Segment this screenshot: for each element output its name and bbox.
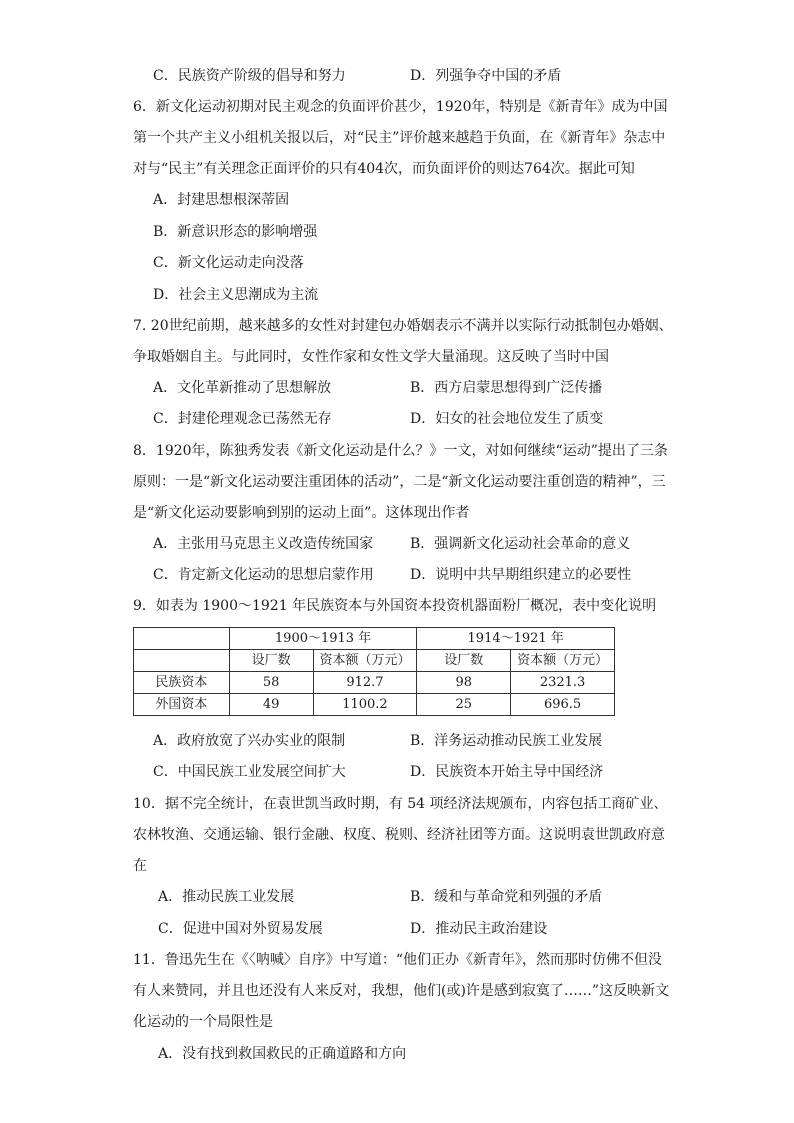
q7-option-c: C．封建伦理观念已荡然无存 [153,411,332,427]
table-subheader-row [134,650,615,672]
q7-option-a: A．文化革新推动了思想解放 [153,380,332,396]
q6-option-b: B．新意识形态的影响增强 [153,224,318,240]
q6-option-c: C．新文化运动走向没落 [153,255,304,271]
investment-table [133,627,615,716]
table-cell: 696.5 [511,694,615,716]
q10-option-b: B．缓和与革命党和列强的矛盾 [410,889,603,905]
q6-option-a: A．封建思想根深蒂固 [153,192,290,208]
table-corner-cell [134,650,230,672]
q6-stem-line: 对与“民主”有关理念正面评价的只有404次，而负面评价的则达764次。据此可知 [133,161,635,177]
q8-option-b: B．强调新文化运动社会革命的意义 [410,536,631,552]
q7-option-b: B．西方启蒙思想得到广泛传播 [410,380,603,396]
q8-option-c: C．肯定新文化运动的思想启蒙作用 [153,567,374,583]
table-column-header: 资本额（万元） [511,650,615,672]
table-cell: 49 [229,694,313,716]
table-cell: 25 [417,694,511,716]
q10-stem-line: 在 [133,858,147,874]
table-row [134,694,615,716]
table-period-header: 1900～1913 年 [229,628,417,650]
q6-option-d: D．社会主义思潮成为主流 [153,287,319,303]
table-header-row [134,628,615,650]
q10-option-c: C．促进中国对外贸易发展 [158,921,323,937]
table-period-header: 1914～1921 年 [417,628,615,650]
q8-stem-line: 原则：一是“新文化运动要注重团体的活动”，二是“新文化运动要注重创造的精神”，三 [133,474,666,490]
q11-stem-line: 11．鲁迅先生在《〈呐喊〉自序》中写道：“他们正办《新青年》，然而那时仿佛不但没 [133,952,662,968]
table-column-header: 设厂数 [417,650,511,672]
table-cell: 2321.3 [511,672,615,694]
q7-stem-line: 7. 20世纪前期，越来越多的女性对封建包办婚姻表示不满并以实际行动抵制包办婚姻、 [133,318,673,334]
table-column-header: 设厂数 [229,650,313,672]
q11-stem-line: 化运动的一个局限性是 [133,1014,273,1030]
q5-option-c: C．民族资产阶级的倡导和努力 [153,68,346,84]
q10-stem-line: 农林牧渔、交通运输、银行金融、权度、税则、经济社团等方面。这说明袁世凯政府意 [133,827,665,843]
table-column-header: 资本额（万元） [313,650,417,672]
table-cell: 98 [417,672,511,694]
q7-stem-line: 争取婚姻自主。与此同时，女性作家和女性文学大量涌现。这反映了当时中国 [133,349,609,365]
table-cell: 58 [229,672,313,694]
table-corner-cell [134,628,230,650]
q9-option-d: D．民族资本开始主导中国经济 [410,764,604,780]
q5-option-d: D．列强争夺中国的矛盾 [410,68,562,84]
q6-stem-line: 第一个共产主义小组机关报以后，对“民主”评价越来越趋于负面，在《新青年》杂志中 [133,130,666,146]
q8-option-a: A．主张用马克思主义改造传统国家 [153,536,374,552]
q8-stem-line: 是“新文化运动要影响到别的运动上面”。这体现出作者 [133,505,470,521]
table-row-label: 外国资本 [134,694,230,716]
table-cell: 1100.2 [313,694,417,716]
q7-option-d: D．妇女的社会地位发生了质变 [410,411,604,427]
q9-option-b: B．洋务运动推动民族工业发展 [410,733,603,749]
q10-option-d: D．推动民主政治建设 [410,921,548,937]
q9-stem-line: 9．如表为 1900～1921 年民族资本与外国资本投资机器面粉厂概况，表中变化说明 [133,598,657,614]
q11-option-a: A．没有找到救国救民的正确道路和方向 [158,1046,407,1062]
q10-option-a: A．推动民族工业发展 [158,889,295,905]
q9-option-c: C．中国民族工业发展空间扩大 [153,764,346,780]
table-row-label: 民族资本 [134,672,230,694]
q10-stem-line: 10．据不完全统计，在袁世凯当政时期，有 54 项经济法规颁布，内容包括工商矿业、 [133,796,668,812]
q8-stem-line: 8．1920年，陈独秀发表《新文化运动是什么？》一文，对如何继续“运动”提出了三条 [133,443,668,459]
q8-option-d: D．说明中共早期组织建立的必要性 [410,567,632,583]
q6-stem-line: 6．新文化运动初期对民主观念的负面评价甚少，1920年，特别是《新青年》成为中国 [133,99,668,115]
q9-option-a: A．政府放宽了兴办实业的限制 [153,733,346,749]
q11-stem-line: 有人来赞同，并且也还没有人来反对，我想，他们(或)许是感到寂寞了……”这反映新文 [133,983,670,999]
table-cell: 912.7 [313,672,417,694]
table-row [134,672,615,694]
